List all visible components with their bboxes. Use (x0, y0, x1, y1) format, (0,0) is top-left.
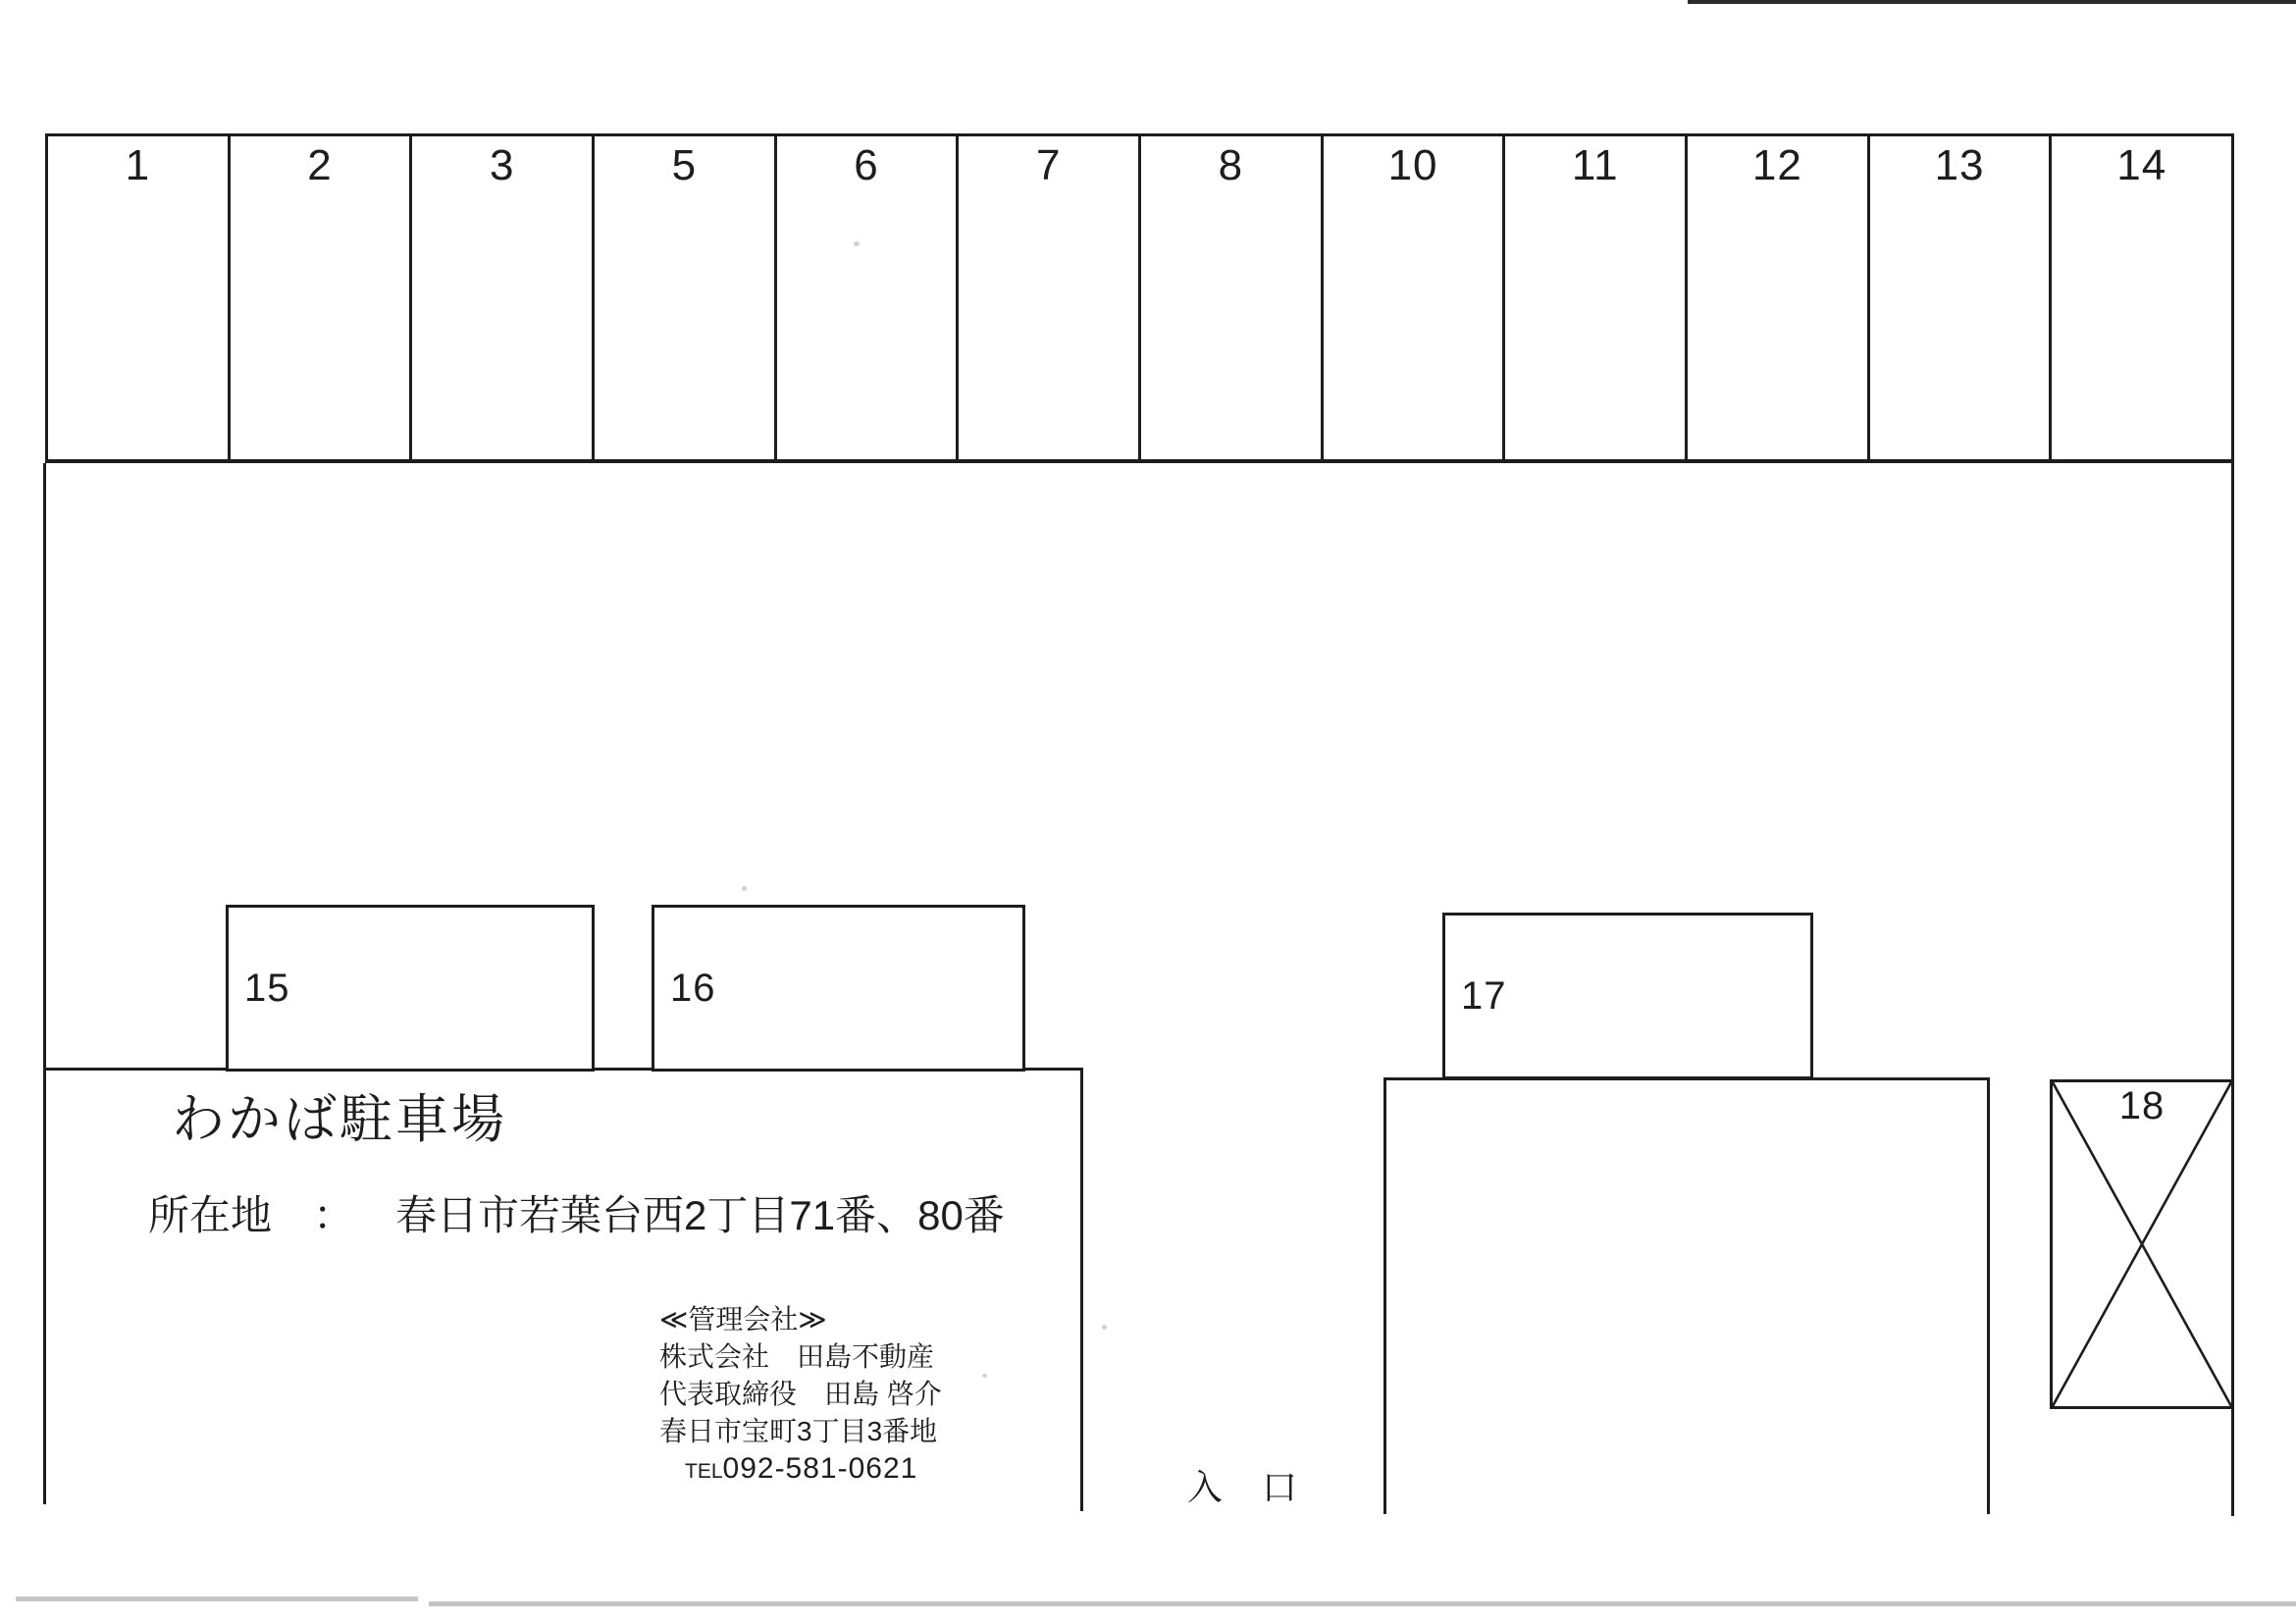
management-phone-line (659, 1450, 942, 1491)
entrance-label: 入 口 (1187, 1467, 1300, 1507)
scan-edge-artifact-top (1688, 0, 2296, 4)
stall-number: 14 (2116, 141, 2167, 189)
location-value: 春日市若葉台西2丁目71番、80番 (395, 1192, 1005, 1238)
parking-stall (1324, 136, 1506, 459)
location-separator: ： (313, 1192, 355, 1238)
stall-number: 10 (1387, 141, 1438, 189)
management-company-name: 株式会社 田島不動産 (659, 1341, 935, 1372)
phone-label: TEL (685, 1460, 723, 1483)
phone-number: 092-581-0621 (722, 1452, 918, 1485)
parking-stall-16 (652, 905, 1025, 1072)
management-heading: ≪管理会社≫ (659, 1304, 827, 1335)
stall-number: 12 (1751, 141, 1802, 189)
building-left-border (1383, 1077, 1386, 1514)
scan-edge-artifact-bottom-left (16, 1597, 418, 1601)
stall-number: 3 (489, 141, 515, 189)
parking-stall (595, 136, 777, 459)
parking-stall (2052, 136, 2231, 459)
location-label: 所在地 (148, 1192, 273, 1238)
lot-boundary-left (43, 463, 46, 1504)
scan-speck (982, 1374, 987, 1378)
stall-number: 7 (1035, 141, 1062, 189)
building-right-border (1987, 1077, 1990, 1514)
stall-number: 6 (854, 141, 879, 189)
location-row (148, 1183, 1005, 1242)
stall-number: 16 (670, 967, 716, 1010)
parking-stall (1688, 136, 1870, 459)
scan-edge-artifact-bottom-right (429, 1601, 2296, 1606)
stall-number: 5 (671, 141, 698, 189)
stall-row-top (45, 133, 2234, 463)
scan-speck (1102, 1325, 1107, 1330)
parking-stall (1505, 136, 1688, 459)
parking-stall (1870, 136, 2053, 459)
parking-stall (231, 136, 413, 459)
stall-number: 15 (244, 967, 290, 1010)
parking-stall-18-crossed (2050, 1079, 2234, 1409)
management-address: 春日市宝町3丁目3番地 (659, 1416, 938, 1446)
info-box-right-border (1080, 1068, 1083, 1511)
page-title: わかば駐車場 (172, 1090, 507, 1149)
scan-speck (854, 241, 860, 246)
stall-number: 11 (1571, 141, 1619, 189)
stall-number: 2 (307, 141, 333, 189)
parking-stall (1141, 136, 1324, 459)
parking-stall (48, 136, 231, 459)
stall-number: 8 (1218, 141, 1244, 189)
management-company-block (659, 1301, 942, 1491)
stall-number: 1 (125, 141, 151, 189)
stall-number: 18 (2118, 1084, 2166, 1127)
x-mark (2053, 1082, 2231, 1406)
parking-stall-15 (226, 905, 595, 1072)
parking-stall (777, 136, 960, 459)
scan-speck (742, 886, 747, 891)
stall-number: 13 (1934, 141, 1985, 189)
management-representative: 代表取締役 田島 啓介 (659, 1379, 942, 1409)
stall-number: 17 (1461, 974, 1507, 1018)
parking-stall-17 (1442, 913, 1813, 1079)
parking-stall (412, 136, 595, 459)
parking-stall (959, 136, 1141, 459)
